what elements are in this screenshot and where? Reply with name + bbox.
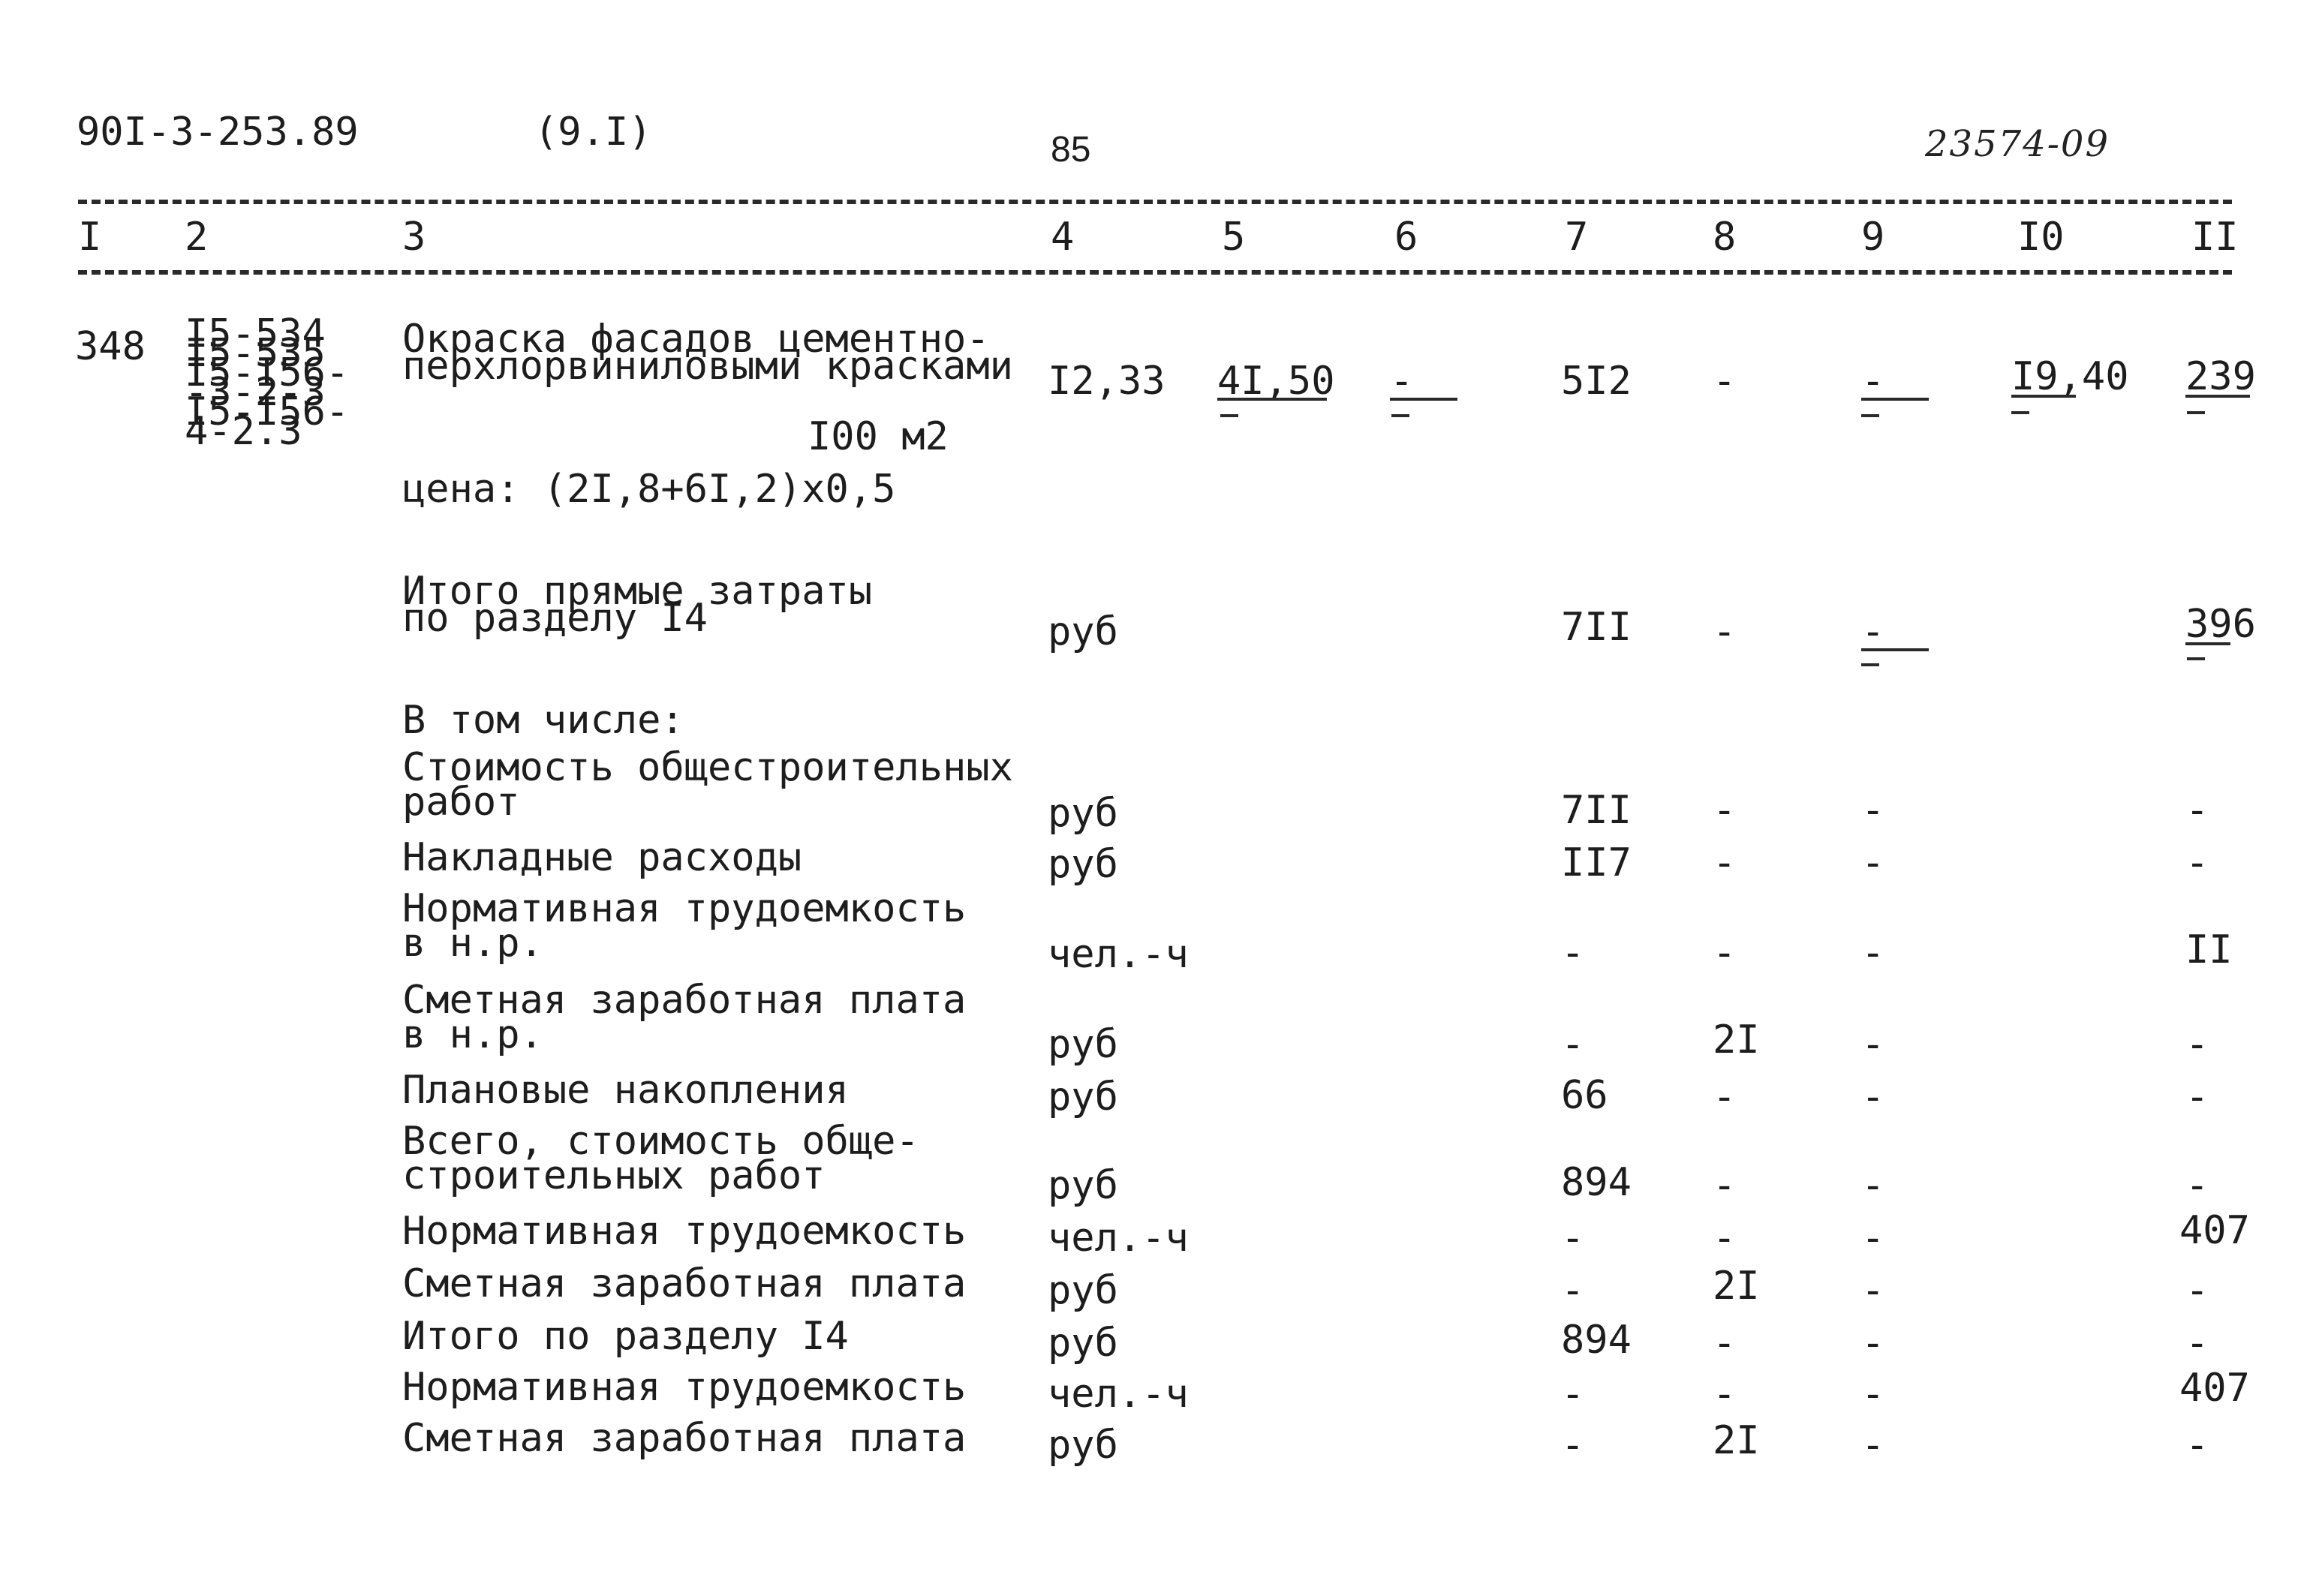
row-col11: - bbox=[2185, 1075, 2209, 1120]
row-col8: - bbox=[1713, 1075, 1737, 1120]
row-unit: руб bbox=[1048, 1163, 1118, 1208]
row-col7: 894 bbox=[1561, 1318, 1632, 1363]
row-label: Сметная заработная плата bbox=[402, 1416, 967, 1461]
entry-col9-value: - bbox=[1861, 359, 1885, 404]
row-label: Итого по разделу I4 bbox=[402, 1314, 849, 1359]
total-direct-label: Итого прямые затраты по разделу I4 bbox=[402, 569, 873, 641]
underline-mark bbox=[2011, 411, 2029, 414]
row-col9: - bbox=[1861, 1163, 1885, 1208]
row-col8: 2I bbox=[1713, 1418, 1760, 1463]
underline-mark bbox=[1861, 414, 1879, 417]
header-top-rule bbox=[78, 200, 2232, 204]
col-header-7: 7 bbox=[1565, 215, 1589, 260]
col-header-5: 5 bbox=[1222, 215, 1246, 260]
col-header-1: I bbox=[78, 215, 102, 260]
entry-col10-value: I9,40 bbox=[2011, 354, 2129, 399]
row-col8: - bbox=[1713, 930, 1737, 975]
row-unit: руб bbox=[1048, 1321, 1118, 1366]
row-col11: - bbox=[2185, 1423, 2209, 1468]
row-unit: руб bbox=[1048, 1022, 1118, 1067]
row-unit: руб bbox=[1048, 1268, 1118, 1313]
row-col8: - bbox=[1713, 788, 1737, 833]
row-col11: 407 bbox=[2179, 1366, 2250, 1411]
row-col11: II bbox=[2185, 927, 2233, 972]
underline bbox=[2185, 395, 2250, 398]
row-col7: 894 bbox=[1561, 1160, 1632, 1205]
row-col11: 407 bbox=[2179, 1208, 2250, 1253]
page-number: 85 bbox=[1051, 130, 1091, 170]
row-col8: - bbox=[1713, 1163, 1737, 1208]
row-col9: - bbox=[1861, 1321, 1885, 1366]
row-label: Плановые накопления bbox=[402, 1068, 849, 1113]
row-col9: - bbox=[1861, 930, 1885, 975]
document-code: 90I-3-253.89 bbox=[77, 110, 359, 155]
underline bbox=[1217, 398, 1327, 401]
row-col8: - bbox=[1713, 1372, 1737, 1417]
underline-mark bbox=[1861, 663, 1879, 666]
row-label: Сметная заработная плата bbox=[402, 1261, 967, 1306]
row-unit: чел.-ч bbox=[1048, 1372, 1189, 1417]
total-direct-col8: - bbox=[1713, 609, 1737, 654]
total-direct-unit: руб bbox=[1048, 609, 1118, 654]
col-header-9: 9 bbox=[1861, 215, 1885, 260]
row-col11: - bbox=[2185, 788, 2209, 833]
row-col9: - bbox=[1861, 1022, 1885, 1067]
underline bbox=[1390, 398, 1457, 401]
total-direct-col7: 7II bbox=[1561, 605, 1632, 650]
row-label: Сметная заработная плата в н.р. bbox=[402, 978, 967, 1057]
row-col8: 2I bbox=[1713, 1017, 1760, 1062]
total-direct-col11: 396 bbox=[2185, 602, 2256, 647]
row-unit: руб bbox=[1048, 842, 1118, 887]
col-header-6: 6 bbox=[1394, 215, 1418, 260]
underline bbox=[1861, 398, 1929, 401]
row-col9: - bbox=[1861, 840, 1885, 885]
row-col9: - bbox=[1861, 788, 1885, 833]
col-header-4: 4 bbox=[1051, 215, 1075, 260]
handwritten-stamp: 23574-09 bbox=[1925, 123, 2110, 165]
entry-col6-value: - bbox=[1390, 359, 1414, 404]
row-col7: - bbox=[1561, 1372, 1585, 1417]
header-bottom-rule bbox=[78, 270, 2232, 275]
col-header-8: 8 bbox=[1713, 215, 1737, 260]
row-col8: - bbox=[1713, 840, 1737, 885]
col-header-11: II bbox=[2191, 215, 2239, 260]
row-col7: - bbox=[1561, 930, 1585, 975]
row-col7: 7II bbox=[1561, 788, 1632, 833]
entry-col11-value: 239 bbox=[2185, 354, 2256, 399]
sheet-number: (9.I) bbox=[534, 110, 652, 155]
entry-number: 348 bbox=[75, 324, 146, 369]
row-unit: руб bbox=[1048, 1423, 1118, 1468]
col-header-2: 2 bbox=[185, 215, 209, 260]
row-label: Нормативная трудоемкость bbox=[402, 1365, 967, 1410]
row-label: Всего, стоимость обще- строительных работ bbox=[402, 1119, 919, 1198]
entry-col7-value: 5I2 bbox=[1561, 359, 1632, 404]
row-col11: - bbox=[2185, 1022, 2209, 1067]
row-unit: чел.-ч bbox=[1048, 1216, 1189, 1261]
underline bbox=[2185, 642, 2230, 645]
row-col7: - bbox=[1561, 1423, 1585, 1468]
row-col7: - bbox=[1561, 1216, 1585, 1261]
row-col9: - bbox=[1861, 1423, 1885, 1468]
row-unit: чел.-ч bbox=[1048, 932, 1189, 977]
row-col7: - bbox=[1561, 1022, 1585, 1067]
row-col8: - bbox=[1713, 1216, 1737, 1261]
underline-mark bbox=[1391, 414, 1409, 417]
col-header-3: 3 bbox=[402, 215, 426, 260]
row-label: Накладные расходы bbox=[402, 835, 802, 880]
entry-description: Окраска фасадов цементно- перхлорвиниловыми красками bbox=[402, 317, 1013, 389]
row-label: Нормативная трудоемкость bbox=[402, 1209, 967, 1254]
entry-price-formula: цена: (2I,8+6I,2)x0,5 bbox=[402, 467, 896, 512]
entry-col5-value: 4I,50 bbox=[1217, 359, 1335, 404]
underline-mark bbox=[2187, 657, 2205, 660]
row-col11: - bbox=[2185, 1268, 2209, 1313]
entry-unit: I00 м2 bbox=[808, 414, 949, 459]
entry-quantity: I2,33 bbox=[1048, 359, 1166, 404]
underline-mark bbox=[1220, 414, 1238, 417]
total-direct-col9: - bbox=[1861, 609, 1885, 654]
row-col11: - bbox=[2185, 1321, 2209, 1366]
underline-mark bbox=[2187, 411, 2205, 414]
row-col9: - bbox=[1861, 1216, 1885, 1261]
row-col7: II7 bbox=[1561, 840, 1632, 885]
row-col7: - bbox=[1561, 1268, 1585, 1313]
row-col9: - bbox=[1861, 1268, 1885, 1313]
row-col11: - bbox=[2185, 1163, 2209, 1208]
entry-col8-value: - bbox=[1713, 359, 1737, 404]
underline bbox=[2011, 395, 2076, 398]
including-label: В том числе: bbox=[402, 698, 684, 743]
row-col11: - bbox=[2185, 840, 2209, 885]
row-col8: - bbox=[1713, 1321, 1737, 1366]
row-label: Стоимость общестроительных работ bbox=[402, 745, 1013, 825]
row-col9: - bbox=[1861, 1372, 1885, 1417]
entry-codes: I5-534 I5-535 I5-I56- -3-2-3 I5-I56- 4-2.3 bbox=[185, 311, 350, 454]
row-label: Нормативная трудоемкость в н.р. bbox=[402, 886, 967, 966]
row-col8: 2I bbox=[1713, 1264, 1760, 1309]
row-unit: руб bbox=[1048, 791, 1118, 836]
col-header-10: I0 bbox=[2017, 215, 2065, 260]
row-col9: - bbox=[1861, 1075, 1885, 1120]
underline bbox=[1861, 648, 1929, 651]
row-unit: руб bbox=[1048, 1075, 1118, 1120]
row-col7: 66 bbox=[1561, 1073, 1608, 1118]
